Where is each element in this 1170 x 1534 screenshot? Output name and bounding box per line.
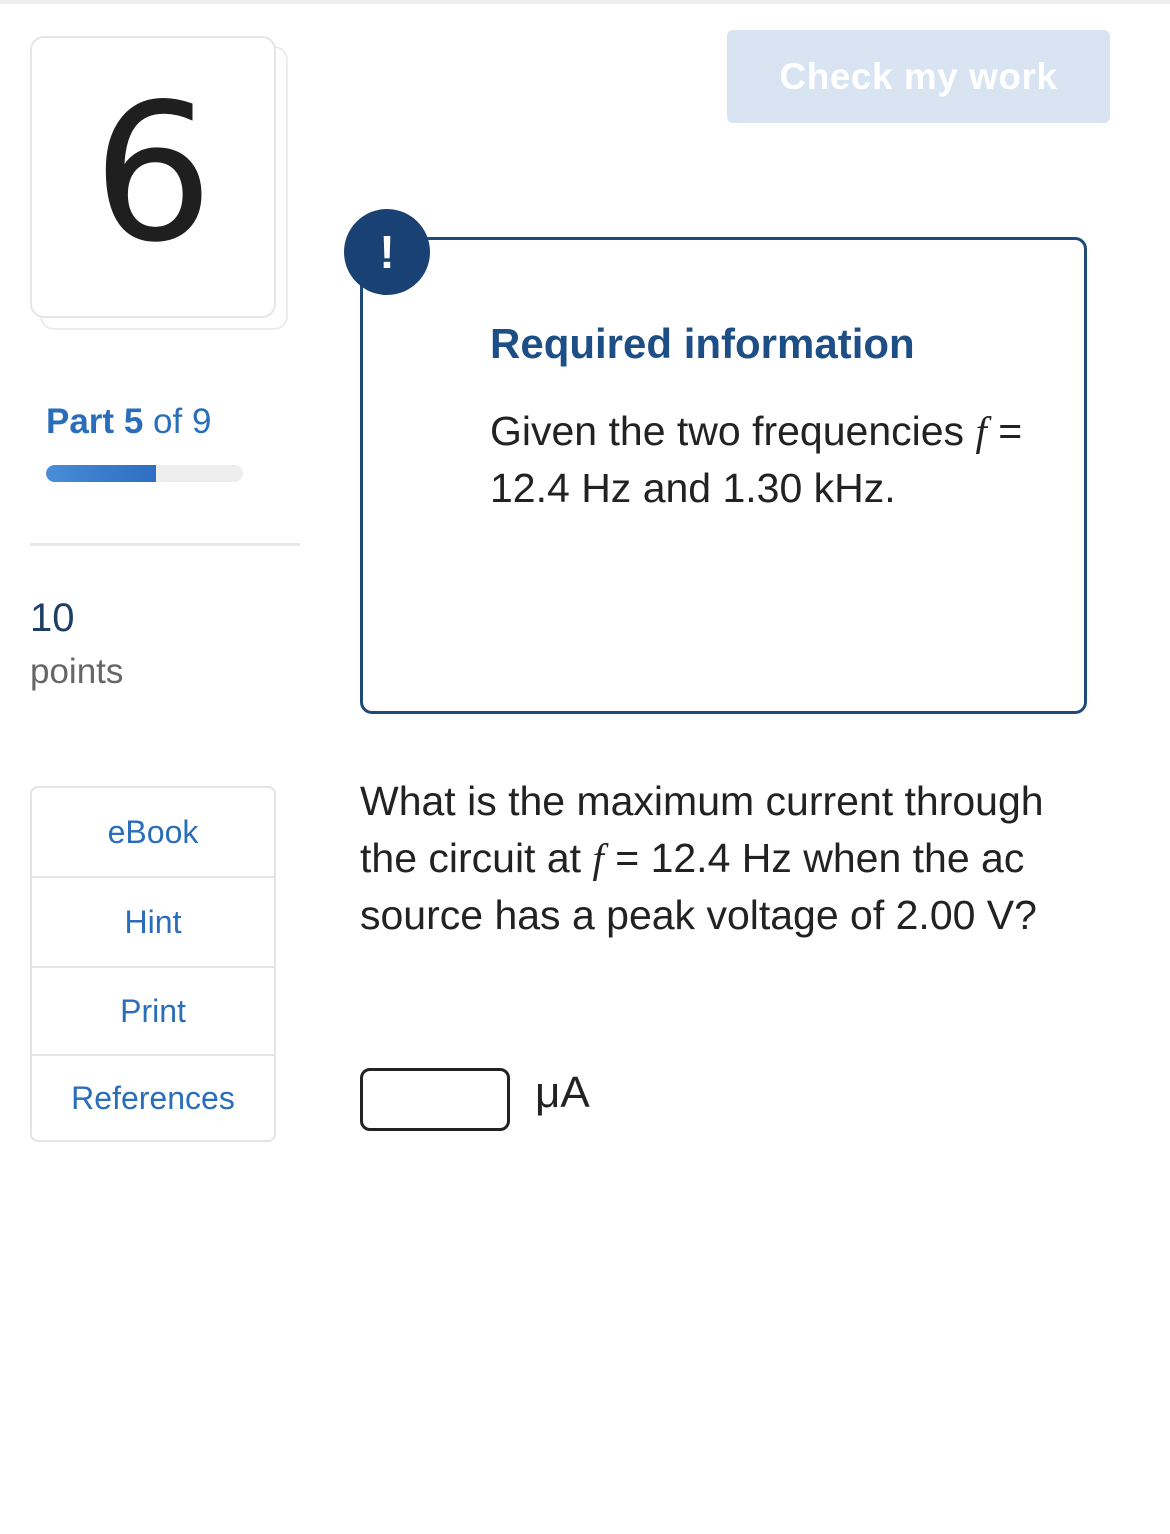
answer-input[interactable] [360,1068,510,1131]
print-button[interactable]: Print [32,968,274,1056]
part-indicator [46,402,211,442]
check-my-work-button[interactable]: Check my work [727,30,1110,123]
tools-panel [30,786,276,1142]
references-button[interactable]: References [71,1079,235,1116]
required-text-part-1: Given the two frequencies [490,408,976,454]
part-label: Part [46,402,115,441]
required-information-title: Required information [490,320,915,367]
prompt-part-1: What is the maximum current through the circuit at [360,778,1044,881]
part-current: 5 [123,402,144,441]
part-total: 9 [191,402,212,441]
points-value: 10 [30,596,75,640]
required-text-part-2: = 12.4 Hz and 1.30 kHz. [490,408,1023,511]
hint-button[interactable]: Hint [32,878,274,968]
question-prompt [360,773,1080,944]
required-text-variable: f [975,408,987,454]
top-border [0,0,1170,4]
question-number-card [30,36,276,318]
exclamation-icon: ! [344,209,430,295]
ebook-button[interactable]: eBook [32,788,274,878]
prompt-part-2: = 12.4 Hz when the ac source has a peak voltage of 2.00 V? [360,835,1037,938]
answer-unit: μA [535,1068,590,1117]
part-progress-fill [46,465,156,482]
part-progress-bar [46,465,243,482]
question-number: 6 [92,63,214,284]
sidebar-divider [30,543,300,546]
points-label: points [30,652,124,691]
required-information-text [490,403,1050,517]
part-of: of [153,402,183,441]
prompt-variable: f [592,835,604,881]
